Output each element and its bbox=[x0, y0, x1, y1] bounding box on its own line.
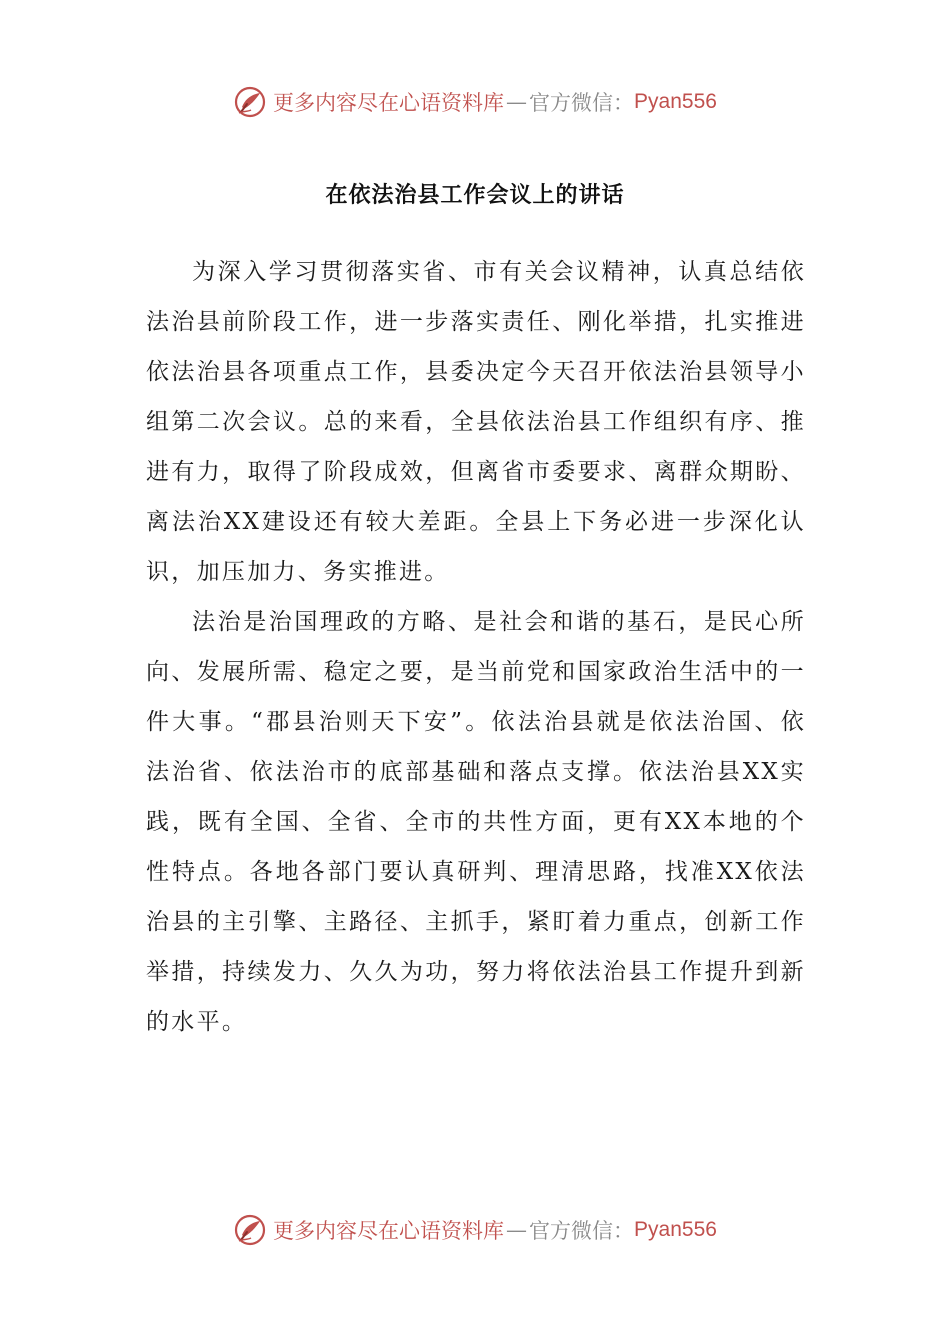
document-title: 在依法治县工作会议上的讲话 bbox=[325, 183, 625, 208]
banner-text: 更多内容尽在心语资料库 bbox=[273, 91, 505, 115]
banner-wechat-id: Pyan556 bbox=[634, 90, 717, 113]
banner-dash: — bbox=[506, 90, 528, 114]
banner-label: 官方微信： bbox=[529, 1219, 635, 1243]
banner-label: 官方微信： bbox=[529, 91, 635, 115]
paragraph-2: 法治是治国理政的方略、是社会和谐的基石，是民心所向、发展所需、稳定之要，是当前党和国家政治生活中的一件大事。“郡县治则天下安”。依法治县就是依法治国、依法治省、依法治市的底部基础和落点支撑。依法治县XX实践，既有全国、全省、全市的共性方面，更有XX本地的个性特点。各地各部门要认真研判、理清思路，找准XX依法治县的主引擎、主路径、主抓手，紧盯着力重点，创新工作举措，持续发力、久久为功，努力将依法治县工作提升到新的水平。 bbox=[146, 609, 806, 1035]
banner-wechat-id: Pyan556 bbox=[634, 1218, 717, 1241]
pen-logo-icon bbox=[233, 85, 267, 119]
footer-banner bbox=[0, 1210, 950, 1250]
document-body bbox=[146, 247, 806, 1047]
paragraph-1: 为深入学习贯彻落实省、市有关会议精神，认真总结依法治县前阶段工作，进一步落实责任、刚化举措，扎实推进依法治县各项重点工作，县委决定今天召开依法治县领导小组第二次会议。总的来看，全县依法治县工作组织有序、推进有力，取得了阶段成效，但离省市委要求、离群众期盼、离法治XX建设还有较大差距。全县上下务必进一步深化认识，加压加力、务实推进。 bbox=[146, 259, 806, 585]
banner-dash: — bbox=[506, 1218, 528, 1242]
header-banner bbox=[0, 82, 950, 122]
banner-text: 更多内容尽在心语资料库 bbox=[273, 1219, 505, 1243]
pen-logo-icon bbox=[233, 1213, 267, 1247]
